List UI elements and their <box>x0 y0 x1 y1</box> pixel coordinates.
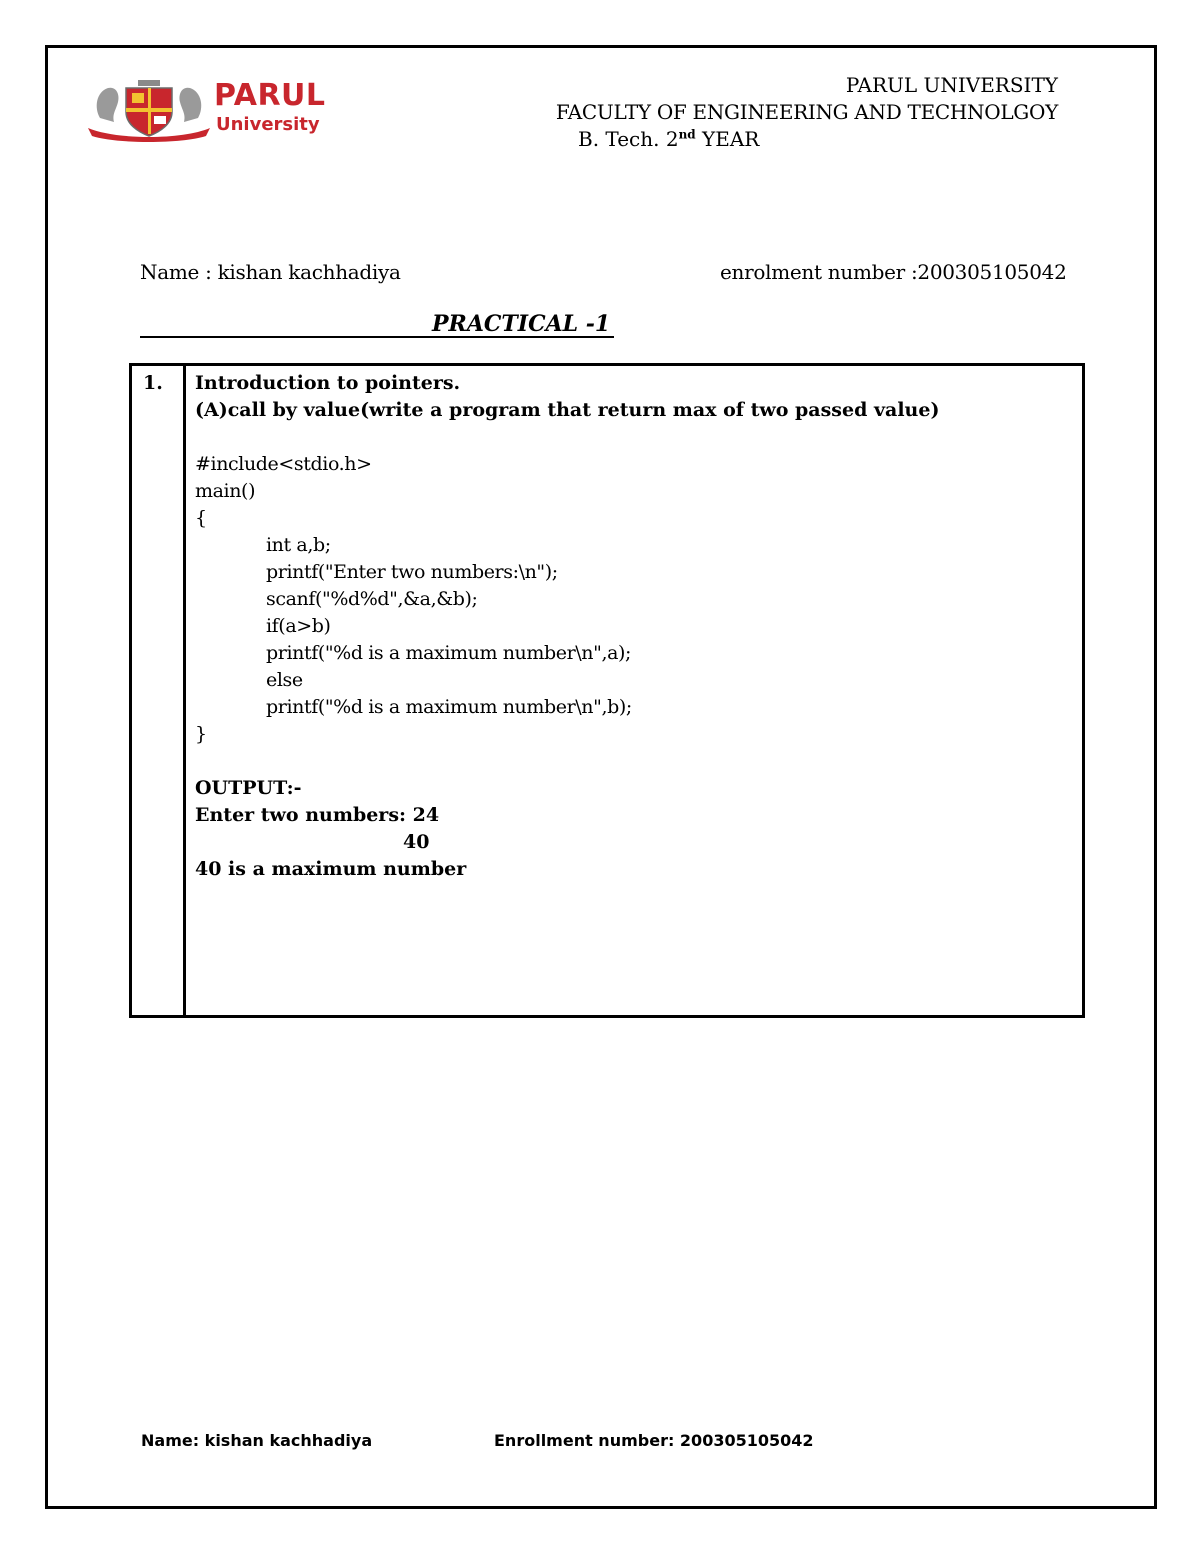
year-prefix: B. Tech. 2 <box>578 127 679 151</box>
code-line: { <box>195 507 207 529</box>
question-table <box>129 363 1085 1018</box>
code-line: printf("Enter two numbers:\n"); <box>266 561 558 583</box>
logo-word-parul: PARUL <box>214 78 326 113</box>
column-divider <box>183 366 186 1015</box>
spacer <box>195 748 1065 775</box>
output-label: OUTPUT:- <box>195 777 302 799</box>
output-line: Enter two numbers: 24 <box>195 804 440 826</box>
university-emblem-icon <box>86 78 212 142</box>
code-line: else <box>266 669 303 691</box>
code-line: int a,b; <box>266 534 331 556</box>
code-line: printf("%d is a maximum number\n",a); <box>266 642 632 664</box>
question-heading: Introduction to pointers. <box>195 372 461 394</box>
university-name: PARUL UNIVERSITY <box>845 73 1058 97</box>
question-content <box>195 370 1065 883</box>
question-subheading: (A)call by value(write a program that return max of two passed value) <box>195 399 940 421</box>
student-enrolment: enrolment number :200305105042 <box>720 260 1067 284</box>
output-line: 40 <box>403 831 430 853</box>
output-line: 40 is a maximum number <box>195 858 467 880</box>
year-line <box>578 127 759 151</box>
parul-university-logo <box>86 78 326 144</box>
code-line: if(a>b) <box>266 615 331 637</box>
footer-enrollment: Enrollment number: 200305105042 <box>494 1431 814 1450</box>
code-line: main() <box>195 480 256 502</box>
student-name: Name : kishan kachhadiya <box>140 260 401 284</box>
code-line: } <box>195 723 207 745</box>
code-line: printf("%d is a maximum number\n",b); <box>266 696 632 718</box>
code-line: #include<stdio.h> <box>195 453 372 475</box>
year-suffix: YEAR <box>695 127 760 151</box>
faculty-name: FACULTY OF ENGINEERING AND TECHNOLGOY <box>555 100 1058 124</box>
logo-word-university: University <box>216 114 320 135</box>
practical-title: PRACTICAL -1 <box>432 311 611 337</box>
footer-name: Name: kishan kachhadiya <box>141 1431 373 1450</box>
spacer <box>195 424 1065 451</box>
question-number: 1. <box>143 372 163 394</box>
code-line: scanf("%d%d",&a,&b); <box>266 588 478 610</box>
year-superscript: nd <box>678 127 696 142</box>
